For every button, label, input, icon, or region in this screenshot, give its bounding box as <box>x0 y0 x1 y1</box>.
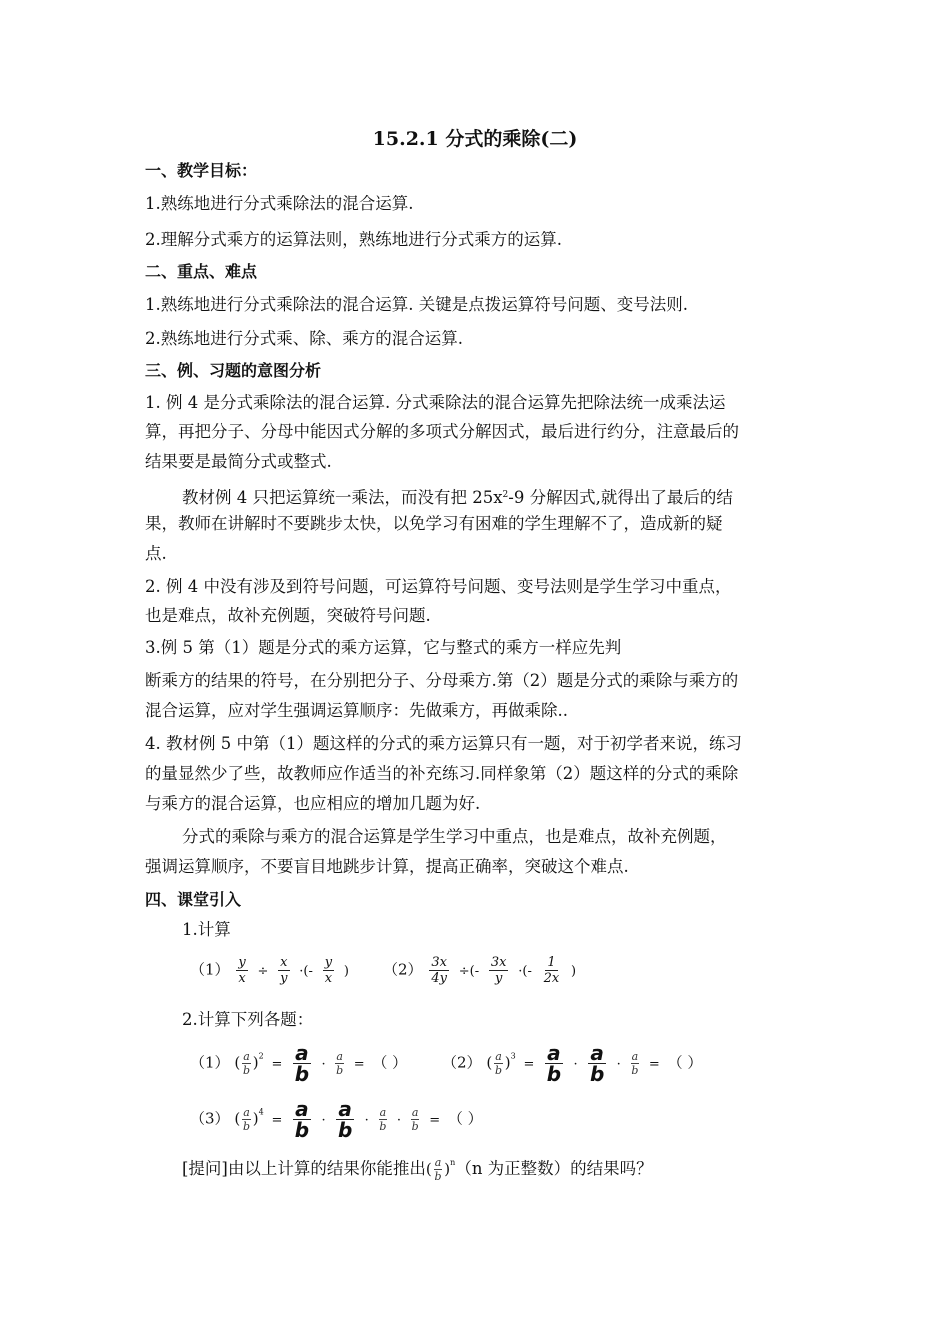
paragraph-line: 教材例 4 只把运算统一乘法，而没有把 $25x^2-9$ 分解因式,就得出了最后的结 <box>182 488 733 507</box>
objective-item: 2.理解分式乘方的运算法则，熟练地进行分式乘方的运算. <box>145 230 562 249</box>
fraction: $\frac{a}{b}$ <box>631 1050 639 1077</box>
fraction: $\frac{a}{b}$ <box>337 1097 353 1142</box>
paragraph-line: 与乘方的混合运算，也应相应的增加几题为好. <box>145 794 481 813</box>
paragraph-line: 也是难点，故补充例题，突破符号问题. <box>145 606 431 625</box>
fraction: $\frac{3x}{y}$ <box>490 955 507 986</box>
fraction: $\frac{y}{x}$ <box>238 955 246 986</box>
formula-2-1: （1） ( $\frac{a}{b}$ )$^2$ = $\frac{a}{b}$ · $\frac{a}{b}$ = （ ） <box>190 1041 408 1086</box>
fraction: $\frac{a}{b}$ <box>294 1097 310 1142</box>
fraction: $\frac{a}{b}$ <box>546 1041 562 1086</box>
fraction: $\frac{a}{b}$ <box>411 1106 419 1133</box>
answer-blank: （ ） <box>372 1053 408 1072</box>
answer-blank: （ ） <box>447 1109 483 1128</box>
paragraph-line: 果，教师在讲解时不要跳步太快，以免学习有困难的学生理解不了，造成新的疑 <box>145 514 723 533</box>
fraction: $\frac{a}{b}$ <box>379 1106 387 1133</box>
formula-2-3: （3） ( $\frac{a}{b}$ )$^4$ = $\frac{a}{b}$ · $\frac{a}{b}$ · $\frac{a}{b}$ · $\frac{a}{b}$ = （ ） <box>190 1097 483 1142</box>
fraction: $\frac{a}{b}$ <box>294 1041 310 1086</box>
paragraph-line: 2. 例 4 中没有涉及到符号问题，可运算符号问题、变号法则是学生学习中重点， <box>145 577 732 596</box>
paragraph-line: 混合运算，应对学生强调运算顺序：先做乘方，再做乘除.. <box>145 701 568 720</box>
paragraph-line: 结果要是最简分式或整式. <box>145 452 332 471</box>
formula-1-2: （2） $\frac{3x}{4y}$ ÷(- $\frac{3x}{y}$ ·(- $\frac{1}{2x}$ ) <box>383 955 577 986</box>
fraction: $\frac{a}{b}$ <box>589 1041 605 1086</box>
fraction: $\frac{3x}{4y}$ <box>431 955 447 986</box>
fraction: $\frac{a}{b}$ <box>434 1156 442 1183</box>
paragraph-line: 4. 教材例 5 中第（1）题这样的分式的乘方运算只有一题，对于初学者来说，练习 <box>145 734 742 753</box>
fraction: $\frac{a}{b}$ <box>242 1106 250 1133</box>
fraction: $\frac{x}{y}$ <box>280 955 288 986</box>
section-heading-introduction: 四、课堂引入 <box>145 890 242 909</box>
fraction: $\frac{a}{b}$ <box>336 1050 344 1077</box>
page-title: 15.2.1 分式的乘除(二) <box>372 128 578 150</box>
section-heading-objectives: 一、教学目标： <box>145 161 258 180</box>
fraction: $\frac{a}{b}$ <box>242 1050 250 1077</box>
section-heading-key-points: 二、重点、难点 <box>145 262 258 281</box>
paragraph-line: 3.例 5 第（1）题是分式的乘方运算，它与整式的乘方一样应先判 <box>145 638 622 657</box>
paragraph-line: 强调运算顺序，不要盲目地跳步计算，提高正确率，突破这个难点. <box>145 857 629 876</box>
fraction: $\frac{a}{b}$ <box>494 1050 502 1077</box>
formula-2-2: （2） ( $\frac{a}{b}$ )$^3$ = $\frac{a}{b}$ · $\frac{a}{b}$ · $\frac{a}{b}$ = （ ） <box>442 1041 703 1086</box>
section-heading-analysis: 三、例、习题的意图分析 <box>145 361 322 380</box>
formula-1-1: （1） $\frac{y}{x}$ ÷ $\frac{x}{y}$ ·(- $\frac{y}{x}$ ) <box>190 955 349 986</box>
question-prompt: [提问]由以上计算的结果你能推出( $\frac{a}{b}$ )$^n$（n 为正整数）的结果吗？ <box>182 1156 653 1183</box>
fraction: $\frac{y}{x}$ <box>324 955 333 986</box>
paragraph-line: 点. <box>145 544 167 563</box>
answer-blank: （ ） <box>667 1053 703 1072</box>
question-2-label: 2.计算下列各题： <box>182 1010 314 1029</box>
objective-item: 1.熟练地进行分式乘除法的混合运算. <box>145 194 414 213</box>
paragraph-line: 1. 例 4 是分式乘除法的混合运算. 分式乘除法的混合运算先把除法统一成乘法运 <box>145 393 726 412</box>
key-point-item: 2.熟练地进行分式乘、除、乘方的混合运算. <box>145 329 463 348</box>
paragraph-line: 的量显然少了些，故教师应作适当的补充练习.同样象第（2）题这样的分式的乘除 <box>145 764 739 783</box>
fraction: $\frac{1}{2x}$ <box>543 955 560 986</box>
paragraph-line: 分式的乘除与乘方的混合运算是学生学习中重点，也是难点，故补充例题， <box>182 827 727 846</box>
question-1-label: 1.计算 <box>182 920 231 939</box>
paragraph-line: 断乘方的结果的符号，在分别把分子、分母乘方.第（2）题是分式的乘除与乘方的 <box>145 671 739 690</box>
paragraph-line: 算，再把分子、分母中能因式分解的多项式分解因式，最后进行约分，注意最后的 <box>145 422 739 441</box>
key-point-item: 1.熟练地进行分式乘除法的混合运算. 关键是点拨运算符号问题、变号法则. <box>145 295 688 314</box>
